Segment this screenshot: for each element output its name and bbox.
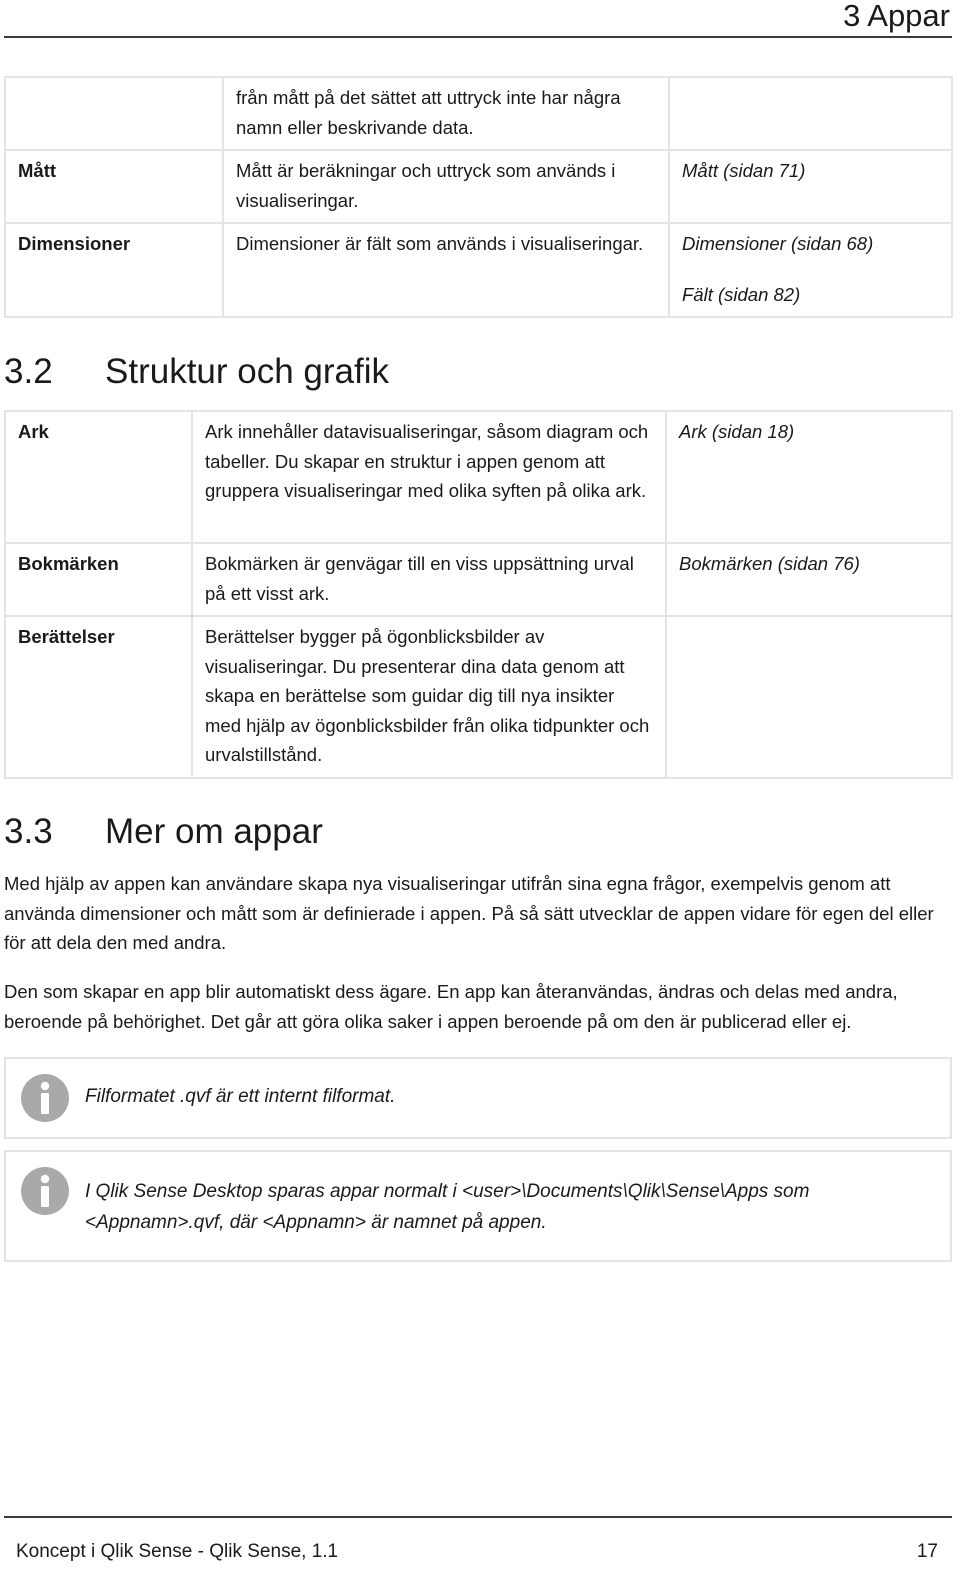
header-rule bbox=[4, 36, 952, 38]
table-row bbox=[5, 411, 952, 543]
note-text: I Qlik Sense Desktop sparas appar normalt i <user>\Documents\Qlik\Sense\Apps som <Appnamn>.qvf, där <Appnamn> är namnet på appen. bbox=[85, 1181, 810, 1233]
definitions-table-2 bbox=[4, 410, 953, 779]
reference-cell bbox=[666, 411, 952, 543]
term-cell bbox=[5, 77, 223, 150]
chapter-title: 3 Appar bbox=[843, 0, 950, 33]
reference-link[interactable]: Ark (sidan 18) bbox=[679, 421, 795, 442]
definitions-table-1 bbox=[4, 76, 953, 318]
term-cell: Ark bbox=[5, 411, 192, 543]
table-row bbox=[5, 223, 952, 317]
section-title: Struktur och grafik bbox=[105, 352, 389, 391]
page-number: 17 bbox=[916, 1541, 938, 1562]
section-heading-3-2 bbox=[4, 352, 389, 392]
term-cell: Dimensioner bbox=[5, 223, 223, 317]
info-icon bbox=[20, 1073, 70, 1123]
table-row bbox=[5, 616, 952, 778]
reference-cell bbox=[666, 616, 952, 778]
section-number: 3.2 bbox=[4, 352, 53, 391]
note-text: Filformatet .qvf är ett internt filformat. bbox=[85, 1086, 396, 1107]
footer-rule bbox=[4, 1516, 952, 1518]
body-paragraph: Med hjälp av appen kan användare skapa nya visualiseringar utifrån sina egna frågor, exempelvis genom att använda dimensioner och mått som är definierade i appen. På så sätt utvecklar de appen vidare för egen del eller för att dela den med andra. bbox=[4, 873, 934, 953]
footer-title: Koncept i Qlik Sense - Qlik Sense, 1.1 bbox=[16, 1541, 339, 1562]
description-cell: Mått är beräkningar och uttryck som används i visualiseringar. bbox=[223, 150, 669, 223]
page-header bbox=[0, 0, 960, 38]
term-cell: Mått bbox=[5, 150, 223, 223]
reference-link[interactable]: Bokmärken (sidan 76) bbox=[679, 553, 860, 574]
description-cell: Dimensioner är fält som används i visualiseringar. bbox=[223, 223, 669, 317]
info-icon bbox=[20, 1166, 70, 1216]
section-heading-3-3 bbox=[4, 812, 323, 852]
section-title: Mer om appar bbox=[105, 812, 323, 851]
body-paragraph: Den som skapar en app blir automatiskt dess ägare. En app kan återanvändas, ändras och delas med andra, beroende på behörighet. Det går att göra olika saker i appen beroende på om den är publicerad eller ej. bbox=[4, 981, 898, 1032]
reference-cell bbox=[669, 150, 952, 223]
info-note bbox=[4, 1150, 952, 1262]
term-cell: Berättelser bbox=[5, 616, 192, 778]
description-cell: Ark innehåller datavisualiseringar, såsom diagram och tabeller. Du skapar en struktur i appen genom att gruppera visualiseringar med olika syften på olika ark. bbox=[192, 411, 666, 543]
reference-cell bbox=[666, 543, 952, 616]
table-row bbox=[5, 543, 952, 616]
reference-link[interactable]: Dimensioner (sidan 68) bbox=[682, 233, 874, 254]
reference-link[interactable]: Fält (sidan 82) bbox=[682, 283, 801, 305]
description-cell: Bokmärken är genvägar till en viss uppsättning urval på ett visst ark. bbox=[192, 543, 666, 616]
term-cell: Bokmärken bbox=[5, 543, 192, 616]
info-note bbox=[4, 1057, 952, 1139]
section-number: 3.3 bbox=[4, 812, 53, 851]
description-cell: Berättelser bygger på ögonblicksbilder av visualiseringar. Du presenterar dina data genom att skapa en berättelse som guidar dig till nya insikter med hjälp av ögonblicksbilder från olika tidpunkter och urvalstillstånd. bbox=[192, 616, 666, 778]
reference-cell bbox=[669, 77, 952, 150]
table-row bbox=[5, 77, 952, 150]
table-row bbox=[5, 150, 952, 223]
reference-link[interactable]: Mått (sidan 71) bbox=[682, 160, 806, 181]
reference-cell bbox=[669, 223, 952, 317]
description-cell: från mått på det sättet att uttryck inte har några namn eller beskrivande data. bbox=[223, 77, 669, 150]
